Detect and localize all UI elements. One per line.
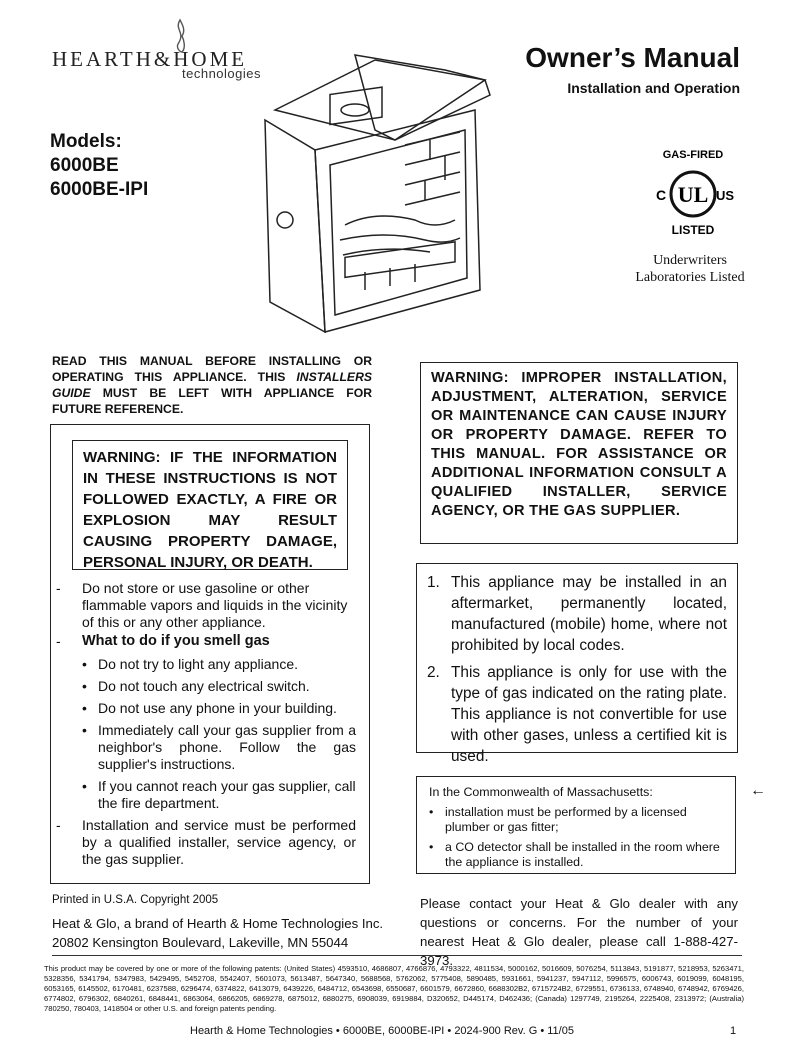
models-heading: Models: — [50, 131, 122, 152]
ul-caption-line2: Laboratories Listed — [635, 270, 745, 285]
list-item: • Do not use any phone in your building. — [82, 700, 337, 716]
fireplace-illustration — [255, 40, 495, 340]
page-number: 1 — [730, 1025, 737, 1037]
ul-top-text: GAS-FIRED — [662, 149, 724, 161]
list-item: • Do not touch any electrical switch. — [82, 678, 310, 694]
read-notice-part1: READ THIS MANUAL BEFORE INSTALLING OR OPERATING THIS APPLIANCE. THIS — [52, 354, 372, 384]
ul-caption — [620, 252, 760, 286]
fire-warning: WARNING: IF THE INFORMATION IN THESE INSTRUCTIONS IS NOT FOLLOWED EXACTLY, A FIRE OR EXPLOSION MAY RESULT CAUSING PROPERTY DAMAGE, PERSONAL INJURY, OR DEATH. — [72, 440, 348, 570]
list-item: • If you cannot reach your gas supplier, call the fire department. — [82, 778, 356, 811]
installation-warning: WARNING: IMPROPER INSTALLATION, ADJUSTMENT, ALTERATION, SERVICE OR MAINTENANCE CAN CAUSE INJURY OR PROPERTY DAMAGE. REFER TO THIS MANUAL. FOR ASSISTANCE OR ADDITIONAL INFORMATION CONSULT A QUALIFIED INSTALLER, SERVICE AGENCY, OR THE GAS SUPPLIER. — [420, 362, 738, 544]
list-item: • installation must be performed by a licensed plumber or gas fitter; — [429, 805, 687, 834]
list-item: - Do not store or use gasoline or other flammable vapors and liquids in the vicinity of this or any other appliance. — [56, 580, 348, 630]
ul-bottom-text: LISTED — [671, 223, 715, 237]
company-address — [52, 914, 383, 952]
massachusetts-notice — [416, 776, 736, 874]
read-notice-part2: MUST BE LEFT WITH APPLIANCE FOR FUTURE REFERENCE. — [52, 386, 372, 416]
document-subtitle: Installation and Operation — [567, 80, 740, 96]
dealer-contact: Please contact your Heat & Glo dealer with any questions or concerns. For the number of your nearest Heat & Glo dealer, please call 1-888-427-3973. — [420, 896, 738, 968]
divider — [52, 955, 742, 956]
brand-logo: HEARTH&HOME — [52, 47, 248, 71]
list-item: 2. This appliance is only for use with the type of gas indicated on the rating plate. This appliance is not convertible for use with other gases, unless a certified kit is used. — [427, 664, 727, 765]
change-arrow-icon: ← — [750, 782, 766, 799]
list-item: 1. This appliance may be installed in an aftermarket, permanently located, manufactured (mobile) home, where not prohibited by local codes. — [427, 574, 727, 654]
smell-gas-heading: What to do if you smell gas — [82, 633, 270, 649]
model-1: 6000BE — [50, 155, 119, 176]
ul-listed-mark-icon — [648, 146, 738, 238]
ul-c-text: C — [656, 187, 667, 203]
ul-mark-text: UL — [677, 182, 709, 207]
list-item: • Do not try to light any appliance. — [82, 656, 299, 672]
read-manual-notice — [52, 353, 372, 417]
appliance-notes — [416, 563, 738, 765]
company-line1: Heat & Glo, a brand of Hearth & Home Technologies Inc. — [52, 916, 384, 931]
company-line2: 20802 Kensington Boulevard, Lakeville, MN 55044 — [52, 935, 349, 950]
document-title: Owner’s Manual — [525, 42, 740, 73]
list-item: • Immediately call your gas supplier from a neighbor's phone. Follow the gas supplier's instructions. — [82, 722, 356, 772]
brand-logo-subtitle: technologies — [182, 66, 261, 81]
list-item: - Installation and service must be performed by a qualified installer, service agency, or the gas supplier. — [56, 817, 356, 867]
print-copyright: Printed in U.S.A. Copyright 2005 — [52, 894, 219, 906]
ul-us-text: US — [716, 188, 735, 203]
list-item: • a CO detector shall be installed in the room where the appliance is installed. — [429, 840, 720, 869]
model-2: 6000BE-IPI — [50, 179, 149, 200]
ul-caption-line1: Underwriters — [653, 253, 727, 268]
list-item: - What to do if you smell gas — [56, 633, 270, 649]
safety-instructions — [56, 580, 356, 870]
models-block — [50, 130, 148, 202]
patent-list: This product may be covered by one or more of the following patents: (United States) 4593510, 4686807, 4766876, 4793322, 4811534, 5000162, 5016609, 5076254, 5113843, 5191877, 5218953, 5263471, 5328356, 5341794, 5347983, 5429495, 5452708, 5542407, 5601073, 5613487, 5647340, 5688568, 5762062, 5775408, 5890485, 5931661, 5941237, 5947112, 5996575, 6006743, 6019099, 6048195, 6053165, 6145502, 6170481, 6237588, 6296474, 6374822, 6413079, 6439226, 6484712, 6543698, 6550687, 6601579, 6672860, 6688302B2, 6715724B2, 6729551, 6736133, 6748940, 6748942, 6769426, 6774802, 6796302, 6840261, 6848441, 6863064, 6866205, 6869278, 6875012, 6880275, 6908039, 6919884, D320652, D445174, D462436; (Canada) 1297749, 2195264, 2225408, 2313972; (Australia) 780250, 780403, 1418504 or other U.S. and foreign patents pending. — [44, 964, 744, 1013]
read-notice-italic: INSTALLERS GUIDE — [52, 370, 372, 400]
massachusetts-heading: In the Commonwealth of Massachusetts: — [429, 785, 653, 799]
page-footer: Hearth & Home Technologies • 6000BE, 6000BE-IPI • 2024-900 Rev. G • 11/05 — [190, 1025, 574, 1037]
